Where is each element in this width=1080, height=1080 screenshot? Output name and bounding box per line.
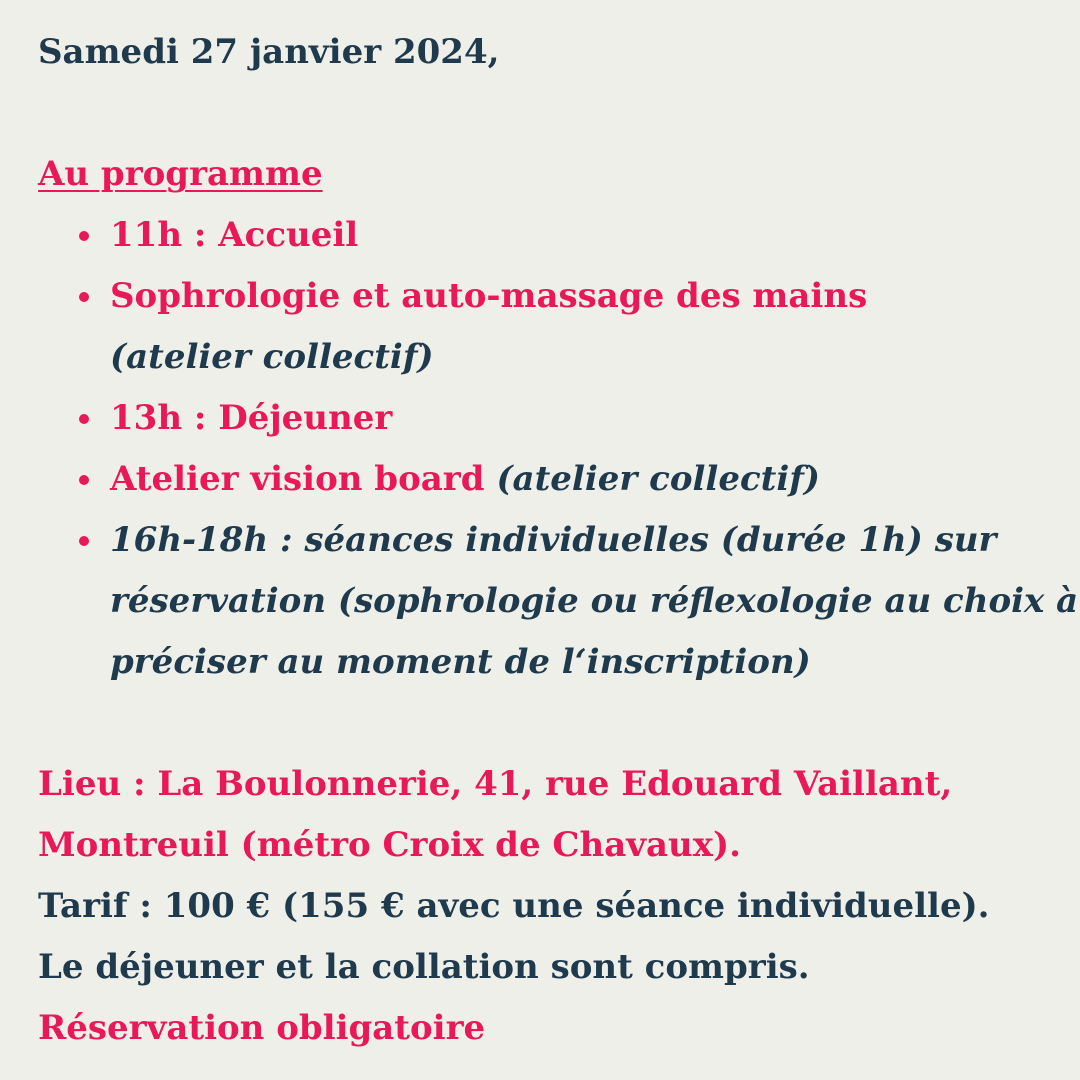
program-item-dejeuner bbox=[38, 388, 1080, 449]
program-item-accueil bbox=[38, 205, 1080, 266]
program-item-line: réservation (sophrologie ou réflexologie au choix à bbox=[110, 581, 1079, 621]
program-item-line: 16h-18h : séances individuelles (durée 1h) sur bbox=[110, 520, 997, 560]
program-item-text: 13h : Déjeuner bbox=[110, 398, 393, 438]
bullet-icon bbox=[79, 475, 89, 485]
lieu-line-1: Lieu : La Boulonnerie, 41, rue Edouard Vaillant, bbox=[38, 764, 953, 804]
bullet-icon bbox=[79, 414, 89, 424]
program-item-seances bbox=[38, 510, 1080, 693]
program-item-text: Atelier vision board bbox=[110, 459, 485, 499]
lieu-line-2: Montreuil (métro Croix de Chavaux). bbox=[38, 825, 741, 865]
event-date: Samedi 27 janvier 2024, bbox=[38, 32, 500, 72]
tarif-line: Tarif : 100 € (155 € avec une séance individuelle). bbox=[38, 886, 990, 926]
reservation-line: Réservation obligatoire bbox=[38, 1008, 486, 1048]
program-item-note: (atelier collectif) bbox=[110, 337, 434, 377]
program-list bbox=[38, 205, 1080, 693]
program-item-line: préciser au moment de l‘inscription) bbox=[110, 642, 811, 682]
dejeuner-line: Le déjeuner et la collation sont compris. bbox=[38, 947, 810, 987]
bullet-icon bbox=[79, 231, 89, 241]
spacer bbox=[38, 83, 1080, 144]
program-item-vision-board bbox=[38, 449, 1080, 510]
bullet-icon bbox=[79, 292, 89, 302]
spacer bbox=[38, 693, 1080, 754]
program-item-sophrologie bbox=[38, 266, 1080, 388]
bullet-icon bbox=[79, 536, 89, 546]
program-heading: Au programme bbox=[38, 154, 323, 194]
program-item-note: (atelier collectif) bbox=[496, 459, 821, 499]
program-item-text: Sophrologie et auto-massage des mains bbox=[110, 276, 868, 316]
program-item-text: 11h : Accueil bbox=[110, 215, 359, 255]
